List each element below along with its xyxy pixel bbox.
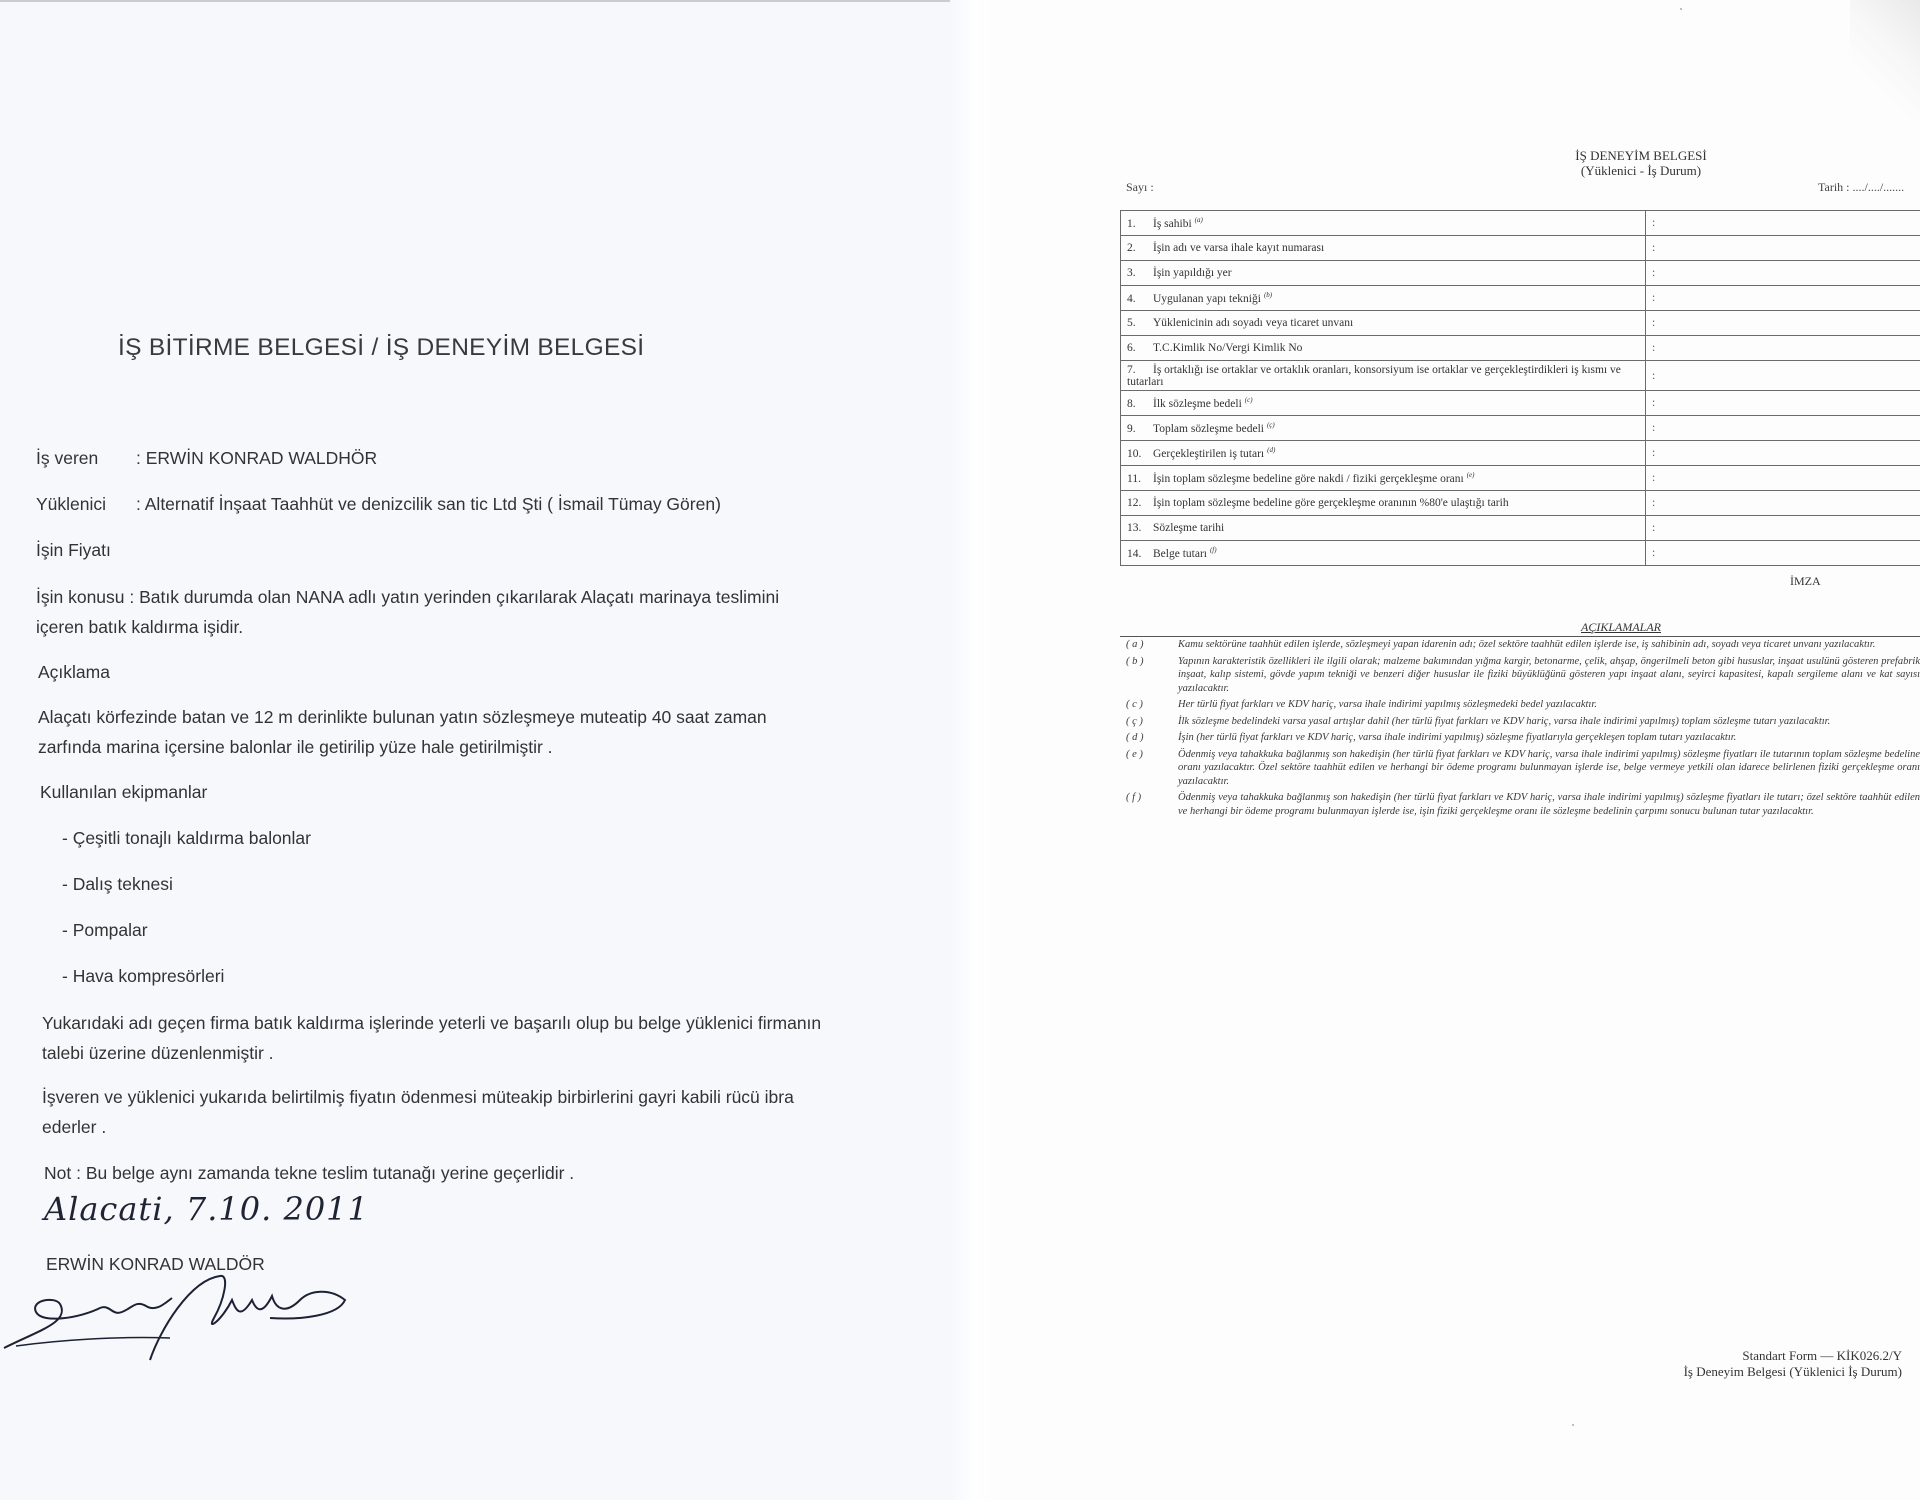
equipment-item: - Hava kompresörleri (62, 966, 225, 986)
form-row-label (1121, 311, 1646, 336)
form-row-text: T.C.Kimlik No/Vergi Kimlik No (1153, 342, 1303, 354)
form-row-text: İlk sözleşme bedeli (1153, 397, 1242, 410)
form-title-main: İŞ DENEYİM BELGESİ (1575, 148, 1707, 163)
form-row-value: : (1646, 491, 1920, 516)
date-field-label: Tarih : ..../..../....... (1818, 180, 1905, 194)
form-footer (1572, 1348, 1902, 1380)
explanation-item (1120, 638, 1920, 652)
explanations-list (1120, 638, 1920, 821)
form-row-text: Gerçekleştirilen iş tutarı (1153, 447, 1265, 460)
form-row (1121, 516, 1920, 541)
description-text: Alaçatı körfezinde batan ve 12 m derinlikte bulunan yatın sözleşmeye muteatip 40 saat zaman zarfında marina içersine balonlar ile getirilip yüze hale getirilmiştir . (38, 707, 767, 757)
form-code: Standart Form — KİK026.2/Y (1742, 1348, 1902, 1363)
form-row-number: 7. (1127, 363, 1136, 376)
form-row-value: : (1646, 416, 1920, 441)
form-row (1121, 441, 1920, 466)
explanation-key: ( c ) (1126, 699, 1143, 710)
employer-value: : ERWİN KONRAD WALDHÖR (136, 448, 378, 468)
form-row-footnote: (e) (1466, 471, 1475, 480)
form-row-value: : (1646, 236, 1920, 261)
form-row (1121, 286, 1920, 311)
explanation-text: Her türlü fiyat farkları ve KDV hariç, varsa ihale indirimi yapılmış sözleşmedeki bedel yazılacaktır. (1178, 699, 1597, 710)
explanation-key: ( ç ) (1126, 715, 1143, 727)
form-row-number: 4. (1127, 292, 1136, 305)
explanation-key: ( e ) (1126, 748, 1143, 760)
form-row-value: : (1646, 286, 1920, 311)
explanation-text: Kamu sektörüne taahhüt edilen işlerde, sözleşmeyi yapan idarenin adı; özel sektöre taahhüt edilen işlerde ise, iş sahibinin adı, soyadı veya ticaret unvanı yazılacaktır. (1178, 639, 1876, 650)
right-page (992, 0, 1920, 1500)
equipment-item: - Dalış teknesi (62, 874, 173, 894)
form-row-text: İşin toplam sözleşme bedeline göre nakdi / fiziki gerçekleşme oranı (1153, 472, 1464, 485)
form-row-value: : (1646, 541, 1920, 566)
form-row-number: 6. (1127, 342, 1136, 354)
equipment-item: - Çeşitli tonajlı kaldırma balonlar (62, 828, 311, 848)
form-row-footnote: (c) (1244, 396, 1253, 405)
explanation-item (1120, 731, 1920, 745)
form-row-number: 2. (1127, 242, 1136, 254)
explanation-item (1120, 791, 1920, 818)
form-row (1121, 236, 1920, 261)
form-row-text: Uygulanan yapı tekniği (1153, 292, 1261, 305)
form-row (1121, 466, 1920, 491)
explanation-text: İşin (her türlü fiyat farkları ve KDV hariç, varsa ihale indirimi yapılmış) sözleşme fiyatlarıyla gerçekleşen toplam tutarı yazılacaktır. (1178, 732, 1737, 743)
form-row-value: : (1646, 516, 1920, 541)
employer-label: İş veren (36, 448, 99, 468)
handwritten-place-date: Alacati, 7.10. 2011 (44, 1190, 369, 1228)
number-field-label: Sayı : (1126, 180, 1154, 194)
page-top-edge (0, 0, 950, 2)
explanation-key: ( a ) (1126, 639, 1144, 650)
form-row-label (1121, 516, 1646, 541)
page-corner-shadow (1850, 0, 1920, 120)
explanation-key: ( f ) (1126, 792, 1142, 803)
release-paragraph: İşveren ve yüklenici yukarıda belirtilmiş fiyatın ödenmesi müteakip birbirlerini gayri kabili rücü ibra ederler . (42, 1087, 794, 1137)
form-row-footnote: (f) (1209, 546, 1217, 555)
form-row-number: 8. (1127, 397, 1136, 410)
form-row (1121, 211, 1920, 236)
form-name: İş Deneyim Belgesi (Yüklenici İş Durum) (1683, 1364, 1902, 1379)
form-row-label (1121, 416, 1646, 441)
form-row-label (1121, 211, 1646, 236)
form-row-footnote: (ç) (1266, 421, 1275, 430)
contractor-label: Yüklenici (36, 494, 107, 514)
form-row-text: İşin adı ve varsa ihale kayıt numarası (1153, 242, 1325, 254)
form-row-value: : (1646, 391, 1920, 416)
form-row-label (1121, 441, 1646, 466)
form-row-footnote: (a) (1194, 216, 1203, 225)
description-label: Açıklama (38, 662, 110, 682)
form-row-text: İş ortaklığı ise ortaklar ve ortaklık oranları, konsorsiyum ise ortaklar ve gerçekleştirdikleri iş kısmı ve tutarları (1127, 363, 1621, 388)
form-subtitle: (Yüklenici - İş Durum) (1580, 163, 1702, 178)
explanation-text: Ödenmiş veya tahakkuka bağlanmış son hakedişin (her türlü fiyat farkları ve KDV hariç, varsa ihale indirimi yapılmış) sözleşme fiyatları ile tutarı; özel sektöre taahhüt edilen ve herhangi bir ödeme programı bulunmayan işlerde ise, işin fiziki gerçekleşme oranı ile sözleşme bedelinin çarpımı sonucu bulunan tutar yazılacaktır. (1178, 792, 1920, 817)
form-row-text: İş sahibi (1153, 217, 1192, 230)
form-title (992, 148, 1920, 178)
form-row-text: Toplam sözleşme bedeli (1153, 422, 1264, 435)
form-row-label (1121, 541, 1646, 566)
explanation-item (1120, 748, 1920, 789)
signature-label: İMZA (1790, 574, 1821, 588)
form-row (1121, 391, 1920, 416)
equipment-item: - Pompalar (62, 920, 148, 940)
form-row (1121, 336, 1920, 361)
form-row-number: 14. (1127, 547, 1142, 560)
form-table (1120, 210, 1920, 566)
explanation-text: Ödenmiş veya tahakkuka bağlanmış son hakedişin (her türlü fiyat farkları ve KDV hariç, varsa ihale indirimi yapılmış) sözleşme fiyatları ile tutarının toplam sözleşme bedeline oranı yazılacaktır. Özel sektöre taahhüt edilen ve herhangi bir ödeme programı bulunmayan işlerde ise, belge vermeye yetkili olan idarece belirlenen fiziki gerçekleşme oranı yazılacaktır. (1178, 748, 1920, 787)
form-row-label (1121, 261, 1646, 286)
explanation-key: ( d ) (1126, 732, 1144, 743)
form-row-number: 10. (1127, 447, 1142, 460)
job-subject: İşin konusu : Batık durumda olan NANA adlı yatın yerinden çıkarılarak Alaçatı marinaya teslimini içeren batık kaldırma işidir. (36, 587, 780, 637)
document-title: İŞ BİTİRME BELGESİ / İŞ DENEYİM BELGESİ (118, 334, 645, 361)
form-row-text: İşin yapıldığı yer (1153, 267, 1232, 279)
signer-name: ERWİN KONRAD WALDÖR (46, 1254, 265, 1274)
form-row-number: 3. (1127, 267, 1136, 279)
statement-paragraph: Yukarıdaki adı geçen firma batık kaldırma işlerinde yeterli ve başarılı olup bu belge yüklenici firmanın talebi üzerine düzenlenmiştir . (42, 1013, 822, 1063)
form-row-label (1121, 466, 1646, 491)
form-row (1121, 261, 1920, 286)
form-row-value: : (1646, 211, 1920, 236)
form-row-label (1121, 336, 1646, 361)
form-row (1121, 416, 1920, 441)
form-row-text: Yüklenicinin adı soyadı veya ticaret unvanı (1153, 317, 1354, 329)
form-row-label (1121, 361, 1646, 391)
left-page (0, 0, 950, 1500)
explanation-item (1120, 698, 1920, 712)
form-row-footnote: (b) (1263, 291, 1273, 300)
form-row-label (1121, 236, 1646, 261)
form-row (1121, 541, 1920, 566)
form-row-number: 12. (1127, 497, 1142, 509)
explanation-item (1120, 715, 1920, 729)
form-row-text: Belge tutarı (1153, 547, 1207, 560)
form-row-label (1121, 391, 1646, 416)
form-row-value: : (1646, 311, 1920, 336)
form-row-value: : (1646, 441, 1920, 466)
form-row-number: 1. (1127, 217, 1136, 230)
form-row-value: : (1646, 466, 1920, 491)
price-label: İşin Fiyatı (36, 540, 111, 560)
explanation-text: Yapının karakteristik özellikleri ile ilgili olarak; malzeme bakımından yığma kargir, betonarme, çelik, ahşap, öngerilmeli beton gibi hususlar, inşaat usulünü gösteren prefabrik inşaat, kalıp sistemi, gövde yapım tekniği ve benzeri diğer hususlar ile fiziki büyüklüğünü gösteren yapı inşaat alanı, seyirci kapasitesi, kapalı sergileme alanı ve kat sayısı yazılacaktır. (1178, 655, 1920, 694)
form-row (1121, 311, 1920, 336)
form-row-label (1121, 491, 1646, 516)
form-row-number: 13. (1127, 522, 1142, 534)
explanation-key: ( b ) (1126, 655, 1144, 667)
signature-icon (0, 1260, 360, 1370)
explanations-rule (1120, 636, 1920, 637)
form-row-value: : (1646, 361, 1920, 391)
form-row-number: 11. (1127, 472, 1141, 485)
contractor-value: : Alternatif İnşaat Taahhüt ve denizcilik san tic Ltd Şti ( İsmail Tümay Gören) (136, 494, 721, 514)
explanations-title: AÇIKLAMALAR (1581, 620, 1661, 634)
note-text: Not : Bu belge aynı zamanda tekne teslim tutanağı yerine geçerlidir . (44, 1163, 575, 1183)
page-gutter (950, 0, 992, 1500)
form-row-text: Sözleşme tarihi (1153, 522, 1225, 534)
form-row-number: 5. (1127, 317, 1136, 329)
form-row-number: 9. (1127, 422, 1136, 435)
form-row (1121, 491, 1920, 516)
form-row-value: : (1646, 336, 1920, 361)
explanation-item (1120, 655, 1920, 696)
form-row-value: : (1646, 261, 1920, 286)
form-row-label (1121, 286, 1646, 311)
equipment-label: Kullanılan ekipmanlar (40, 782, 208, 802)
form-row-text: İşin toplam sözleşme bedeline göre gerçekleşme oranının %80'e ulaştığı tarih (1153, 497, 1509, 509)
explanation-text: İlk sözleşme bedelindeki varsa yasal artışlar dahil (her türlü fiyat farkları ve KDV hariç, varsa ihale indirimi yapılmış) toplam sözleşme tutarı yazılacaktır. (1178, 715, 1831, 727)
form-row (1121, 361, 1920, 391)
form-row-footnote: (d) (1267, 446, 1276, 455)
